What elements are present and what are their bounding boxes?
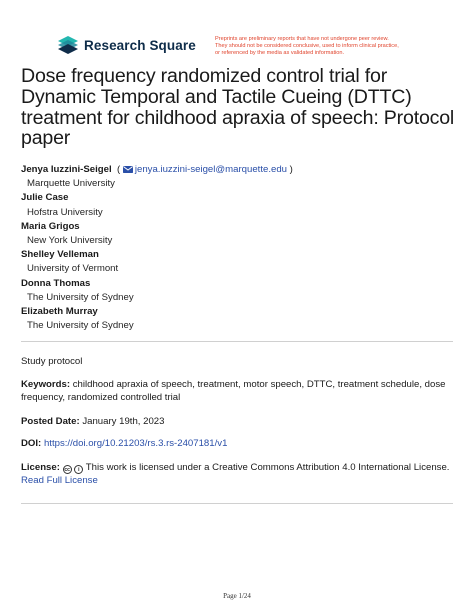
section-divider <box>21 503 453 504</box>
author-name[interactable]: Elizabeth Murray <box>21 306 98 318</box>
logo-text: Research Square <box>84 37 196 53</box>
doi-link[interactable]: https://doi.org/10.21203/rs.3.rs-2407181/v1 <box>43 438 228 449</box>
author-affiliation: Marquette University <box>27 178 115 190</box>
section-divider <box>21 341 453 342</box>
page-header <box>0 0 474 62</box>
author-list <box>21 163 461 333</box>
author-email: jenya.iuzzini-seigel@marquette.edu <box>134 164 287 175</box>
author-affiliation: University of Vermont <box>27 263 119 275</box>
author-affiliation: Hofstra University <box>27 206 103 218</box>
by-icon: i <box>74 465 83 474</box>
author-entry <box>21 277 461 305</box>
author-affiliation: The University of Sydney <box>27 320 134 332</box>
email-open-paren: ( <box>114 164 121 175</box>
preprint-disclaimer-line: Preprints are preliminary reports that have not undergone peer review. <box>215 36 389 42</box>
author-entry <box>21 220 461 248</box>
author-entry <box>21 248 461 276</box>
keywords-label: Keywords: <box>21 379 71 390</box>
license-label: License: <box>21 462 60 473</box>
author-name[interactable]: Jenya Iuzzini-Seigel <box>21 164 112 175</box>
article-type: Study protocol <box>21 356 83 367</box>
research-square-logo[interactable] <box>56 36 196 54</box>
posted-date-value: January 19th, 2023 <box>82 416 165 427</box>
keywords <box>21 378 451 405</box>
envelope-icon <box>123 166 133 173</box>
author-name[interactable]: Donna Thomas <box>21 277 91 289</box>
email-close-paren: ) <box>289 164 293 175</box>
author-entry <box>21 191 461 219</box>
preprint-disclaimer <box>215 36 450 58</box>
paper-title: Dose frequency randomized control trial for Dynamic Temporal and Tactile Cueing (DTTC) treatment for childhood apraxia of speech: Protocol paper <box>21 65 455 150</box>
keywords-value: childhood apraxia of speech, treatment, motor speech, DTTC, treatment schedule, dose frequency, randomized controlled trial <box>21 379 446 404</box>
preprint-disclaimer-line: or referenced by the media as validated information. <box>215 50 345 57</box>
author-name[interactable]: Julie Case <box>21 192 69 204</box>
page-number: Page 1/24 <box>223 592 251 600</box>
license-text: This work is licensed under a Creative Commons Attribution 4.0 International License. <box>85 462 450 473</box>
license <box>21 461 451 488</box>
author-email-link[interactable] <box>123 164 290 175</box>
author-entry <box>21 163 461 191</box>
preprint-disclaimer-line: They should not be considered conclusive, used to inform clinical practice, <box>215 43 399 50</box>
author-name[interactable]: Maria Grigos <box>21 220 80 232</box>
author-affiliation: New York University <box>27 235 113 247</box>
doi <box>21 437 451 450</box>
research-square-logo-icon <box>56 36 78 54</box>
posted-date-label: Posted Date: <box>21 416 80 427</box>
author-name[interactable]: Shelley Velleman <box>21 249 99 261</box>
read-full-license-link[interactable]: Read Full License <box>21 475 98 487</box>
cc-icon: cc <box>64 467 70 473</box>
doi-label: DOI: <box>21 438 42 449</box>
author-affiliation: The University of Sydney <box>27 291 134 303</box>
author-entry <box>21 305 461 333</box>
posted-date <box>21 415 451 428</box>
